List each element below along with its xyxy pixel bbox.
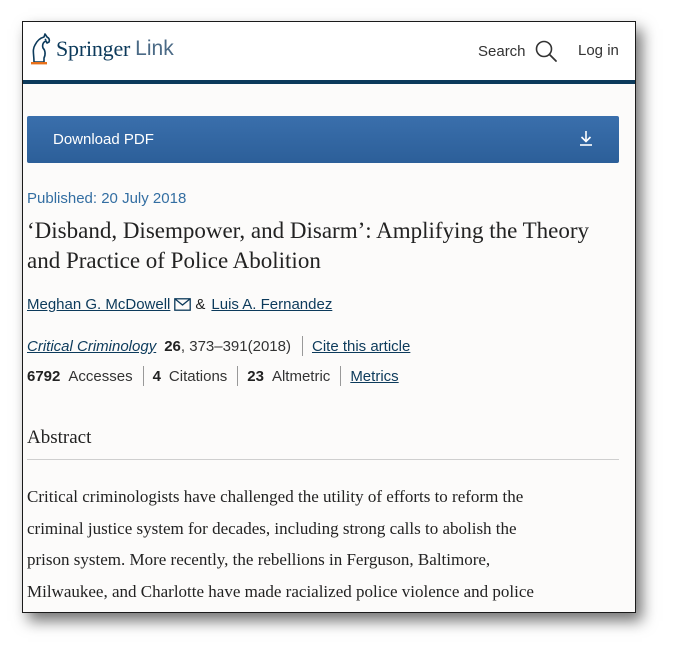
- divider: [143, 366, 144, 386]
- abstract-line: criminal justice system for decades, including strong calls to abolish the: [27, 518, 517, 538]
- metrics-link[interactable]: Metrics: [350, 367, 399, 385]
- divider: [237, 366, 238, 386]
- publication-date: Published: 20 July 2018: [27, 190, 187, 207]
- author-joiner: &: [195, 296, 206, 313]
- search-button[interactable]: [478, 39, 558, 63]
- download-pdf-button[interactable]: [27, 116, 619, 163]
- accesses-count: 6792: [27, 367, 61, 385]
- article-title: ‘Disband, Disempower, and Disarm’: Amplifying the Theory and Practice of Police Abolition: [27, 218, 590, 273]
- citations-count: 4: [152, 367, 161, 385]
- brand-suffix: Link: [135, 37, 174, 60]
- abstract-line: prison system. More recently, the rebellions in Ferguson, Baltimore,: [27, 550, 491, 569]
- journal-link[interactable]: Critical Criminology: [27, 337, 157, 355]
- section-divider: [27, 459, 619, 460]
- browser-viewport: [22, 21, 636, 613]
- email-icon[interactable]: [174, 298, 191, 311]
- search-label: Search: [478, 42, 526, 60]
- divider: [302, 336, 303, 356]
- download-icon: [579, 129, 593, 147]
- site-header: [23, 22, 635, 84]
- download-pdf-label: Download PDF: [53, 131, 154, 148]
- author-link[interactable]: Meghan G. McDowell: [27, 296, 171, 313]
- pages-year: , 373–391(2018): [180, 337, 291, 355]
- springer-horse-icon: [28, 32, 54, 66]
- volume-number: 26: [164, 337, 181, 355]
- abstract-heading: Abstract: [27, 427, 92, 448]
- accesses-label: Accesses: [68, 367, 133, 385]
- abstract-body: [27, 481, 627, 607]
- abstract-line: Milwaukee, and Charlotte have made racialized police violence and police: [27, 581, 534, 601]
- citations-label: Citations: [168, 367, 228, 385]
- divider: [340, 366, 341, 386]
- login-link[interactable]: Log in: [578, 42, 619, 59]
- abstract-line: Critical criminologists have challenged the utility of efforts to reform the: [27, 487, 524, 506]
- brand-name: Springer: [56, 36, 131, 61]
- altmetric-label: Altmetric: [271, 367, 331, 385]
- citation-line: [27, 336, 410, 356]
- cite-article-link[interactable]: Cite this article: [311, 337, 411, 355]
- metrics-line: [27, 366, 399, 386]
- springer-link-logo[interactable]: [28, 32, 174, 66]
- author-link[interactable]: Luis A. Fernandez: [211, 296, 333, 313]
- author-list: [27, 296, 332, 313]
- search-icon: [534, 39, 558, 63]
- altmetric-count: 23: [247, 367, 264, 385]
